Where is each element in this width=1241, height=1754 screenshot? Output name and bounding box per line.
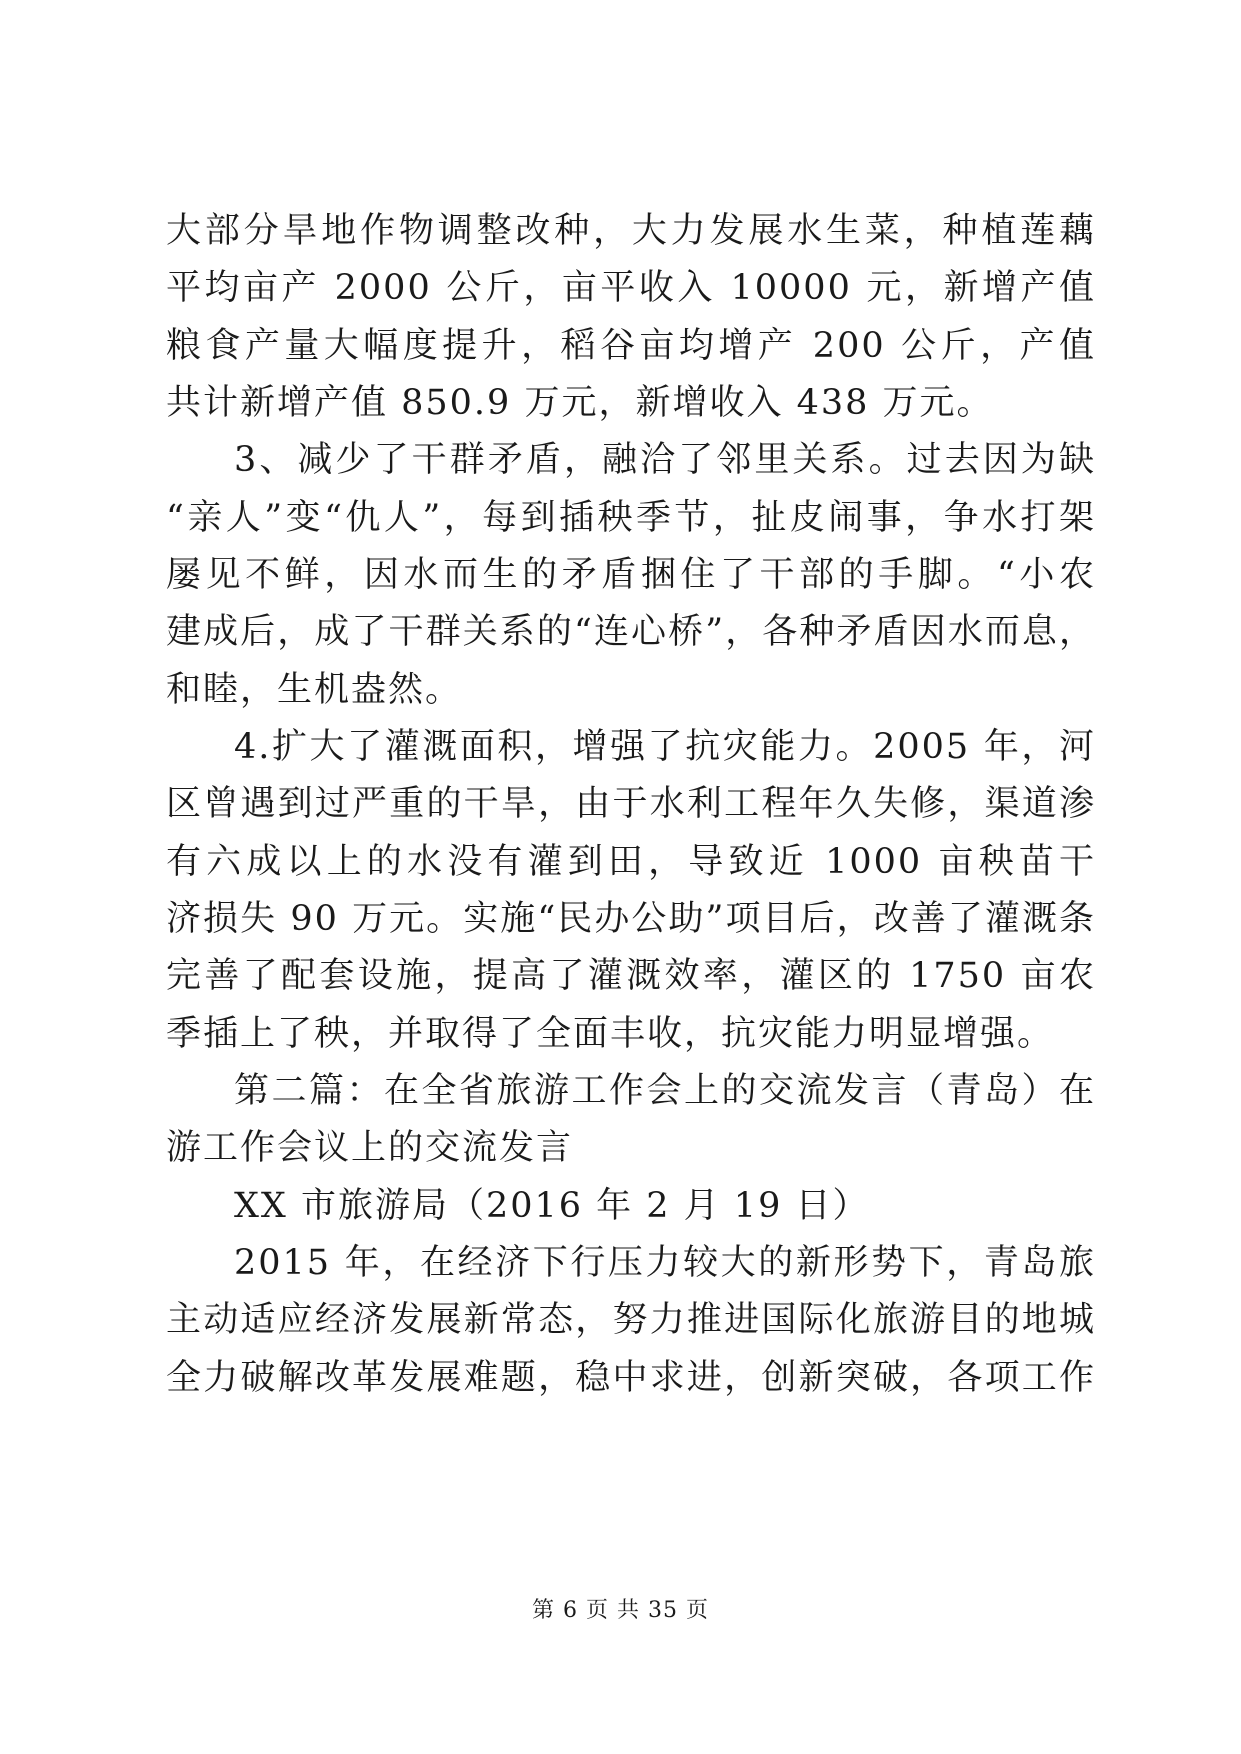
text-line: 粮食产量大幅度提升，稻谷亩均增产 200 公斤，产值	[166, 326, 1096, 366]
text-line: 4.扩大了灌溉面积，增强了抗灾能力。2005 年，河	[234, 727, 1096, 767]
text-line: 大部分旱地作物调整改种，大力发展水生菜，种植莲藕	[166, 211, 1096, 251]
text-line: 屡见不鲜，因水而生的矛盾捆住了干部的手脚。“小农	[166, 555, 1096, 595]
text-line: 全力破解改革发展难题，稳中求进，创新突破，各项工作	[166, 1358, 1096, 1398]
text-line: 主动适应经济发展新常态，努力推进国际化旅游目的地城	[166, 1300, 1096, 1340]
text-line: 3、减少了干群矛盾，融洽了邻里关系。过去因为缺	[234, 440, 1096, 480]
text-line: 平均亩产 2000 公斤，亩平收入 10000 元，新增产值	[166, 268, 1096, 308]
page-footer: 第 6 页 共 35 页	[532, 1598, 709, 1623]
text-line: 共计新增产值 850.9 万元，新增收入 438 万元。	[166, 383, 994, 423]
section-heading: 游工作会议上的交流发言	[166, 1128, 574, 1168]
text-line: 区曾遇到过严重的干旱，由于水利工程年久失修，渠道渗	[166, 784, 1096, 824]
text-line: “亲人”变“仇人”，每到插秧季节，扯皮闹事，争水打架	[166, 498, 1096, 538]
text-line: 建成后，成了干群关系的“连心桥”，各种矛盾因水而息，	[166, 612, 1096, 652]
text-line: 有六成以上的水没有灌到田，导致近 1000 亩秧苗干	[166, 842, 1096, 882]
byline: XX 市旅游局（2016 年 2 月 19 日）	[234, 1186, 870, 1226]
section-heading: 第二篇：在全省旅游工作会上的交流发言（青岛）在	[234, 1071, 1096, 1111]
text-line: 和睦，生机盎然。	[166, 670, 463, 710]
text-line: 完善了配套设施，提高了灌溉效率，灌区的 1750 亩农	[166, 956, 1096, 996]
text-line: 季插上了秧，并取得了全面丰收，抗灾能力明显增强。	[166, 1014, 1055, 1054]
text-line: 2015 年，在经济下行压力较大的新形势下，青岛旅	[234, 1243, 1096, 1283]
text-line: 济损失 90 万元。实施“民办公助”项目后，改善了灌溉条	[166, 899, 1096, 939]
